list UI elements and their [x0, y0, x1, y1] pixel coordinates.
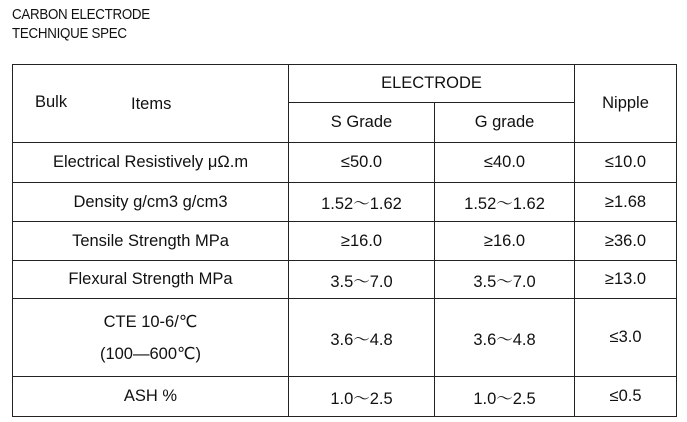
table-row [13, 222, 677, 261]
row-item: Flexural Strength MPa [13, 261, 289, 299]
cte-line-1: CTE 10-6/℃ [103, 312, 198, 331]
row-s-grade: 1.0～2.5 [289, 377, 435, 417]
header-nipple: Nipple [575, 65, 677, 143]
row-item: Density g/cm3 g/cm3 [13, 183, 289, 222]
title-line-2: TECHNIQUE SPEC [12, 26, 127, 42]
title-line-1: CARBON ELECTRODE [12, 7, 150, 23]
header-electrode: ELECTRODE [289, 65, 575, 103]
row-item: Tensile Strength MPa [13, 222, 289, 261]
row-nipple: ≤0.5 [575, 377, 677, 417]
table-row [13, 261, 677, 299]
row-g-grade: 1.0～2.5 [435, 377, 575, 417]
row-g-grade: 3.6～4.8 [435, 299, 575, 377]
row-nipple: ≤3.0 [575, 299, 677, 377]
header-items-cell [13, 65, 289, 143]
row-s-grade: 3.5～7.0 [289, 261, 435, 299]
row-item: Electrical Resistively μΩ.m [13, 143, 289, 183]
table-row [13, 377, 677, 417]
row-s-grade: ≤50.0 [289, 143, 435, 183]
row-g-grade: ≤40.0 [435, 143, 575, 183]
row-nipple: ≤10.0 [575, 143, 677, 183]
row-s-grade: 1.52～1.62 [289, 183, 435, 222]
header-row-1 [13, 65, 677, 103]
header-g-grade: G grade [435, 103, 575, 143]
row-s-grade: 3.6～4.8 [289, 299, 435, 377]
table-row [13, 143, 677, 183]
row-nipple: ≥1.68 [575, 183, 677, 222]
row-s-grade: ≥16.0 [289, 222, 435, 261]
document-title [12, 6, 150, 44]
cte-line-2: (100—600℃) [99, 344, 202, 363]
row-item [13, 299, 289, 377]
row-nipple: ≥13.0 [575, 261, 677, 299]
table-row [13, 299, 677, 377]
spec-table [12, 64, 677, 417]
row-g-grade: 3.5～7.0 [435, 261, 575, 299]
header-bulk: Bulk [35, 93, 68, 111]
row-g-grade: 1.52～1.62 [435, 183, 575, 222]
cte-item-label [13, 312, 288, 364]
table-row [13, 183, 677, 222]
row-item: ASH % [13, 377, 289, 417]
row-g-grade: ≥16.0 [435, 222, 575, 261]
header-items: Items [131, 95, 172, 113]
row-nipple: ≥36.0 [575, 222, 677, 261]
header-s-grade: S Grade [289, 103, 435, 143]
